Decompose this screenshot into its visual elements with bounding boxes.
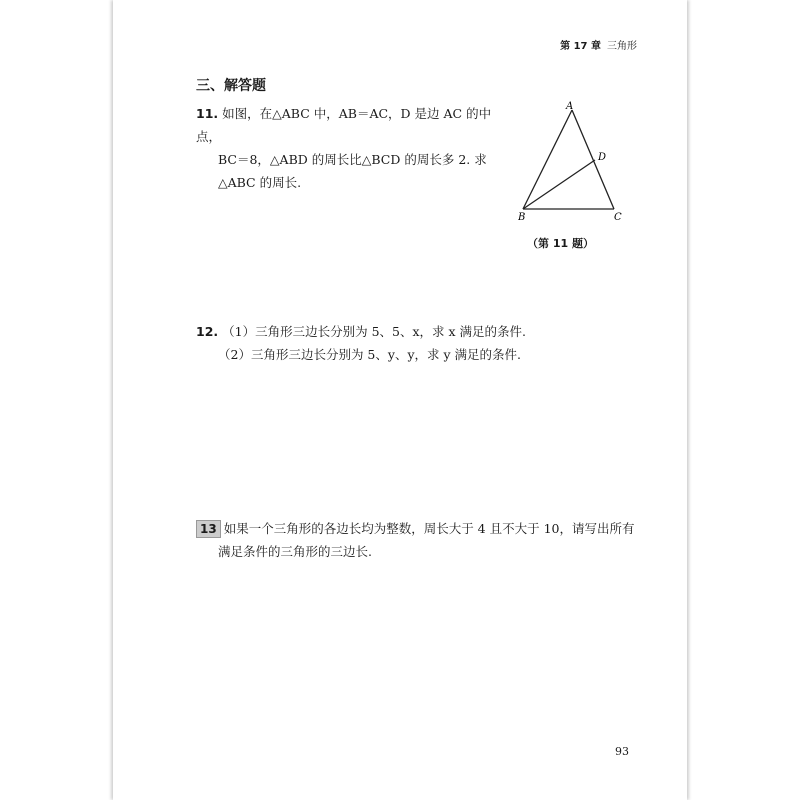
point-label-d: D xyxy=(598,152,607,163)
figure-caption: （第 11 题） xyxy=(527,237,594,250)
question-12 xyxy=(196,320,676,366)
question-text-line: 如果一个三角形的各边长均为整数，周长大于 4 且不大于 10，请写出所有 xyxy=(223,521,635,536)
running-header xyxy=(560,37,637,52)
question-number: 12. xyxy=(196,324,219,339)
side-ac xyxy=(572,110,614,209)
question-part-1: （1）三角形三边长分别为 5、5、x，求 x 满足的条件. xyxy=(222,324,526,339)
question-text-line: BC＝8，△ABD 的周长比△BCD 的周长多 2. 求 xyxy=(218,152,487,167)
question-text-line: △ABC 的周长. xyxy=(218,175,302,190)
question-text-line: 如图，在△ABC 中，AB＝AC，D 是边 AC 的中点， xyxy=(196,106,492,144)
question-number: 11. xyxy=(196,106,219,121)
question-part-2: （2）三角形三边长分别为 5、y、y，求 y 满足的条件. xyxy=(218,347,521,362)
triangle-figure xyxy=(518,100,638,230)
textbook-page xyxy=(113,0,687,800)
chapter-title: 三角形 xyxy=(607,41,637,52)
section-title: 三、解答题 xyxy=(196,78,266,94)
vertex-label-b: B xyxy=(518,212,526,223)
question-text-line: 满足条件的三角形的三边长. xyxy=(218,544,372,559)
question-11 xyxy=(196,102,516,194)
question-13 xyxy=(196,517,656,563)
vertex-label-c: C xyxy=(614,212,622,223)
chapter-number: 第 17 章 xyxy=(560,41,601,52)
vertex-label-a: A xyxy=(566,101,574,112)
question-number-badge: 13 xyxy=(196,520,221,538)
segment-bd xyxy=(523,160,595,209)
page-number: 93 xyxy=(615,745,629,758)
side-ab xyxy=(523,110,572,209)
